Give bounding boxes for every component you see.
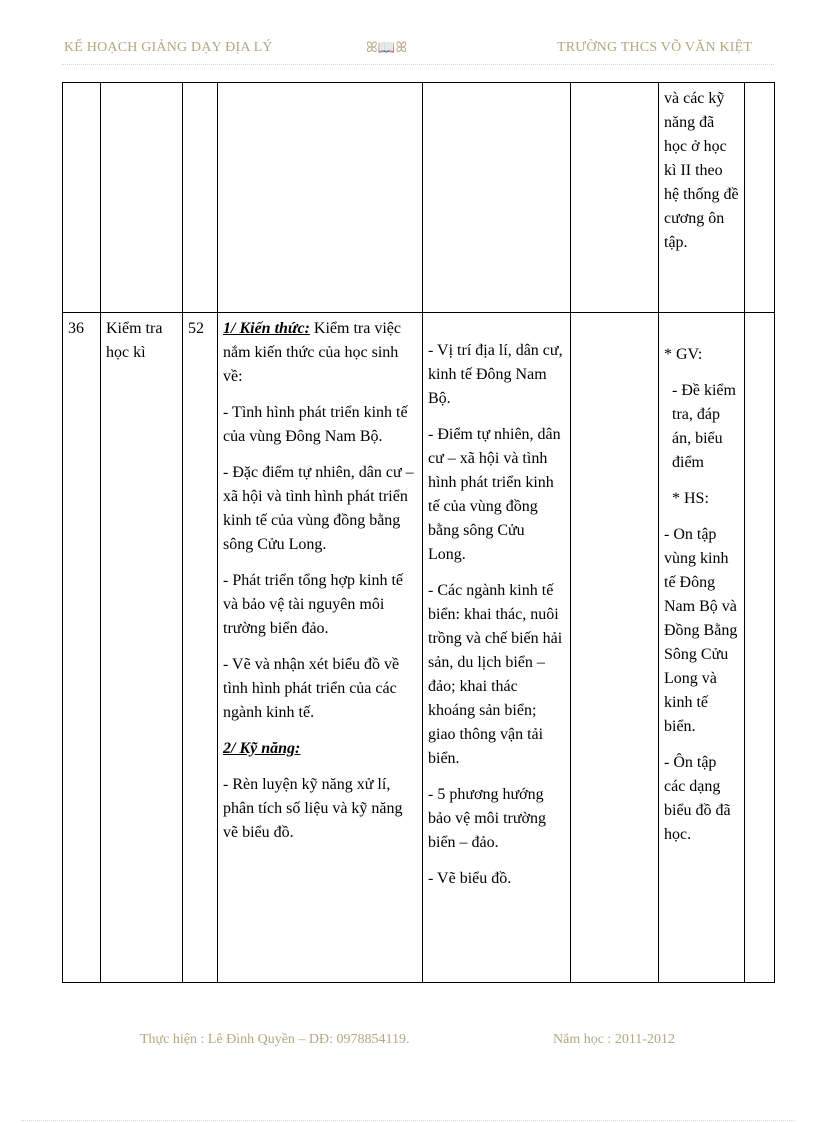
- cell-stt: [63, 312, 101, 983]
- student-prep-item: - Ôn tập các dạng biểu đồ đã học.: [664, 753, 731, 843]
- cell-method: [571, 312, 659, 983]
- lesson-title: Kiểm tra học kì: [106, 319, 163, 361]
- cell-content: [423, 83, 571, 313]
- knowledge-heading: 1/ Kiến thức:: [223, 319, 310, 337]
- cell-period: [183, 83, 218, 313]
- header-school-name: TRƯỜNG THCS VÕ VĂN KIỆT: [557, 40, 753, 55]
- cell-period: [183, 312, 218, 983]
- cell-notes: [745, 312, 775, 983]
- content-item: - Vị trí địa lí, dân cư, kinh tế Đông Nam Bộ.: [428, 341, 563, 407]
- content-item: - Vẽ biểu đồ.: [428, 869, 512, 887]
- student-label: * HS:: [672, 489, 709, 507]
- table-row-continued: [63, 83, 775, 313]
- content-item: - Điểm tự nhiên, dân cư – xã hội và tình hình phát triển kinh tế của vùng đồng bằng sông Cửu Long.: [428, 425, 561, 563]
- footer-school-year: Năm học : 2011-2012: [553, 1032, 675, 1047]
- period-number: 52: [188, 319, 204, 337]
- knowledge-intro: Kiểm tra việc nắm kiến thức của học sinh về:: [223, 319, 401, 385]
- cell-content: [423, 312, 571, 983]
- content-item: - 5 phương hướng bảo vệ môi trường biển – đảo.: [428, 785, 546, 851]
- cell-preparation: [659, 83, 745, 313]
- cell-objectives: [218, 312, 423, 983]
- knowledge-item: - Tình hình phát triển kinh tế của vùng Đông Nam Bộ.: [223, 403, 408, 445]
- knowledge-item: - Vẽ và nhận xét biểu đồ về tình hình phát triển của các ngành kinh tế.: [223, 655, 400, 721]
- continued-prep-text: và các kỹ năng đã học ở học kì II theo hệ thống đề cương ôn tập.: [664, 90, 739, 251]
- teacher-prep-item: - Đề kiểm tra, đáp án, biểu điểm: [672, 381, 736, 471]
- cell-method: [571, 83, 659, 313]
- cell-preparation: [659, 312, 745, 983]
- cell-lesson: [101, 312, 183, 983]
- table-row-36: [63, 312, 775, 983]
- cell-notes: [745, 83, 775, 313]
- lesson-number: 36: [68, 319, 84, 337]
- cell-objectives: [218, 83, 423, 313]
- student-prep-item: - On tập vùng kinh tế Đông Nam Bộ và Đồng Bằng Sông Cửu Long và kinh tế biển.: [664, 525, 738, 735]
- knowledge-item: - Đặc điểm tự nhiên, dân cư – xã hội và tình hình phát triển kinh tế của vùng đồng bằng sông Cửu Long.: [223, 463, 414, 553]
- knowledge-item: - Phát triển tổng hợp kinh tế và bảo vệ tài nguyên môi trường biển đảo.: [223, 571, 403, 637]
- skills-heading: 2/ Kỹ năng:: [223, 739, 301, 757]
- lesson-plan-table: [62, 82, 775, 983]
- skills-item: - Rèn luyện kỹ năng xử lí, phân tích số liệu và kỹ năng vẽ biểu đồ.: [223, 775, 403, 841]
- footer-author: Thực hiện : Lê Đình Quyền – DĐ: 0978854119.: [140, 1032, 410, 1047]
- content-item: - Các ngành kinh tế biển: khai thác, nuôi trồng và chế biến hải sản, du lịch biển – đảo; khai thác khoáng sản biển; giao thông vận tải biển.: [428, 581, 563, 767]
- footer-divider: [22, 1120, 794, 1121]
- header-ornament: ꕤ📖ꕤ: [366, 41, 408, 56]
- header-left-title: KẾ HOẠCH GIẢNG DẠY ĐỊA LÝ: [64, 40, 273, 55]
- header-divider: [62, 64, 774, 65]
- teacher-label: * GV:: [664, 345, 703, 363]
- cell-lesson: [101, 83, 183, 313]
- cell-stt: [63, 83, 101, 313]
